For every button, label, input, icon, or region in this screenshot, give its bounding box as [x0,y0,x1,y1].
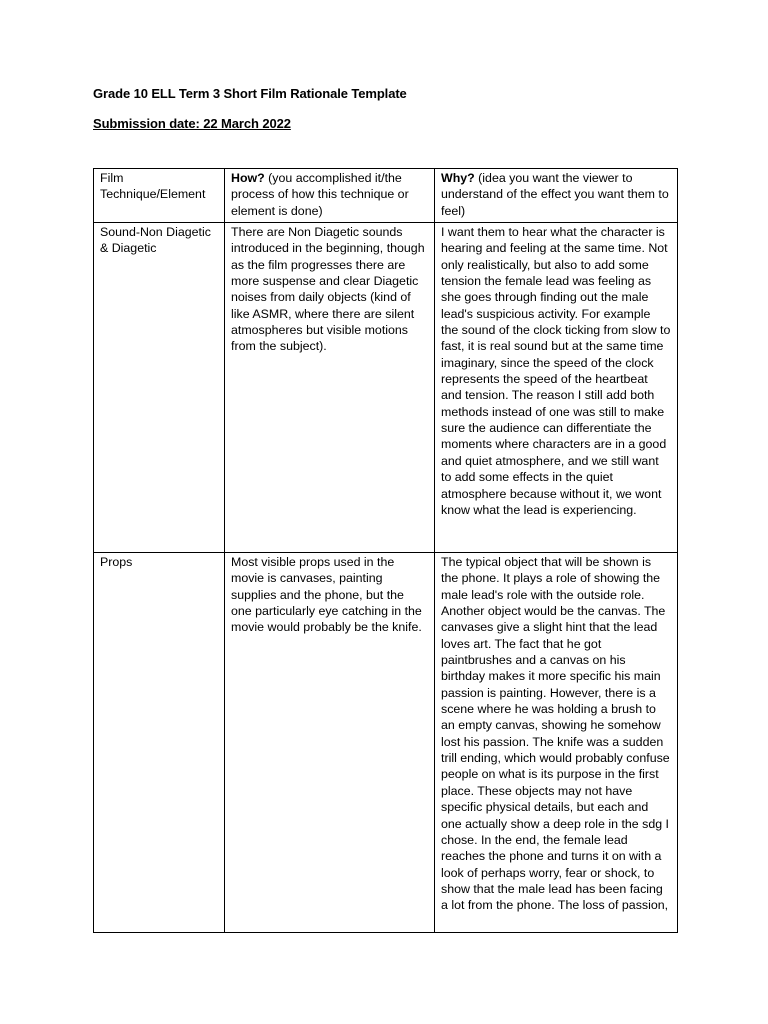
header-how-label: How? [231,171,265,185]
header-how [225,169,435,223]
document-title: Grade 10 ELL Term 3 Short Film Rationale Template [93,86,407,101]
header-how-desc: (you accomplished it/the process of how this technique or element is done) [231,171,409,218]
submission-date: Submission date: 22 March 2022 [93,116,291,131]
table-header-row [94,169,678,223]
header-why-desc: (idea you want the viewer to understand of the effect you want them to feel) [441,171,669,218]
header-why-label: Why? [441,171,475,185]
how-cell: There are Non Diagetic sounds introduced in the beginning, though as the film progresses there are more suspense and clear Diagetic noises from daily objects (kind of like ASMR, where there are silent atmospheres but visible motions from the subject). [225,223,435,553]
technique-cell: Props [94,553,225,933]
how-cell: Most visible props used in the movie is canvases, painting supplies and the phone, but the one particularly eye catching in the movie would probably be the knife. [225,553,435,933]
header-technique [94,169,225,223]
why-cell: The typical object that will be shown is the phone. It plays a role of showing the male lead's role with the outside role. Another object would be the canvas. The canvases give a slight hint that the lead loves art. The fact that he got paintbrushes and a canvas on his birthday makes it more specific his main passion is painting. However, there is a scene where he was holding a brush to an empty canvas, showing he somehow lost his passion. The knife was a sudden trill ending, which would probably confuse people on what is its purpose in the first place. These objects may not have specific physical details, but each and one actually show a deep role in the sdg I chose. In the end, the female lead reaches the phone and turns it on with a look of perhaps worry, fear or shock, to show that the male lead has been facing a lot from the phone. The loss of passion, [435,553,678,933]
header-technique-label: Film Technique/Element [100,171,206,202]
header-why [435,169,678,223]
rationale-table [93,168,678,933]
table-row [94,553,678,933]
technique-cell: Sound-Non Diagetic & Diagetic [94,223,225,553]
why-cell: I want them to hear what the character is hearing and feeling at the same time. Not only realistically, but also to add some tension the female lead was feeling as she goes through finding out the male lead's suspicious activity. For example the sound of the clock ticking from slow to fast, it is real sound but at the same time imaginary, since the speed of the clock represents the speed of the heartbeat and tension. The reason I still add both methods instead of one was still to make sure the audience can differentiate the moments where characters are in a good and quiet atmosphere, and we still want to add some effects in the quiet atmosphere because without it, we wont know what the lead is experiencing. [435,223,678,553]
table-row [94,223,678,553]
